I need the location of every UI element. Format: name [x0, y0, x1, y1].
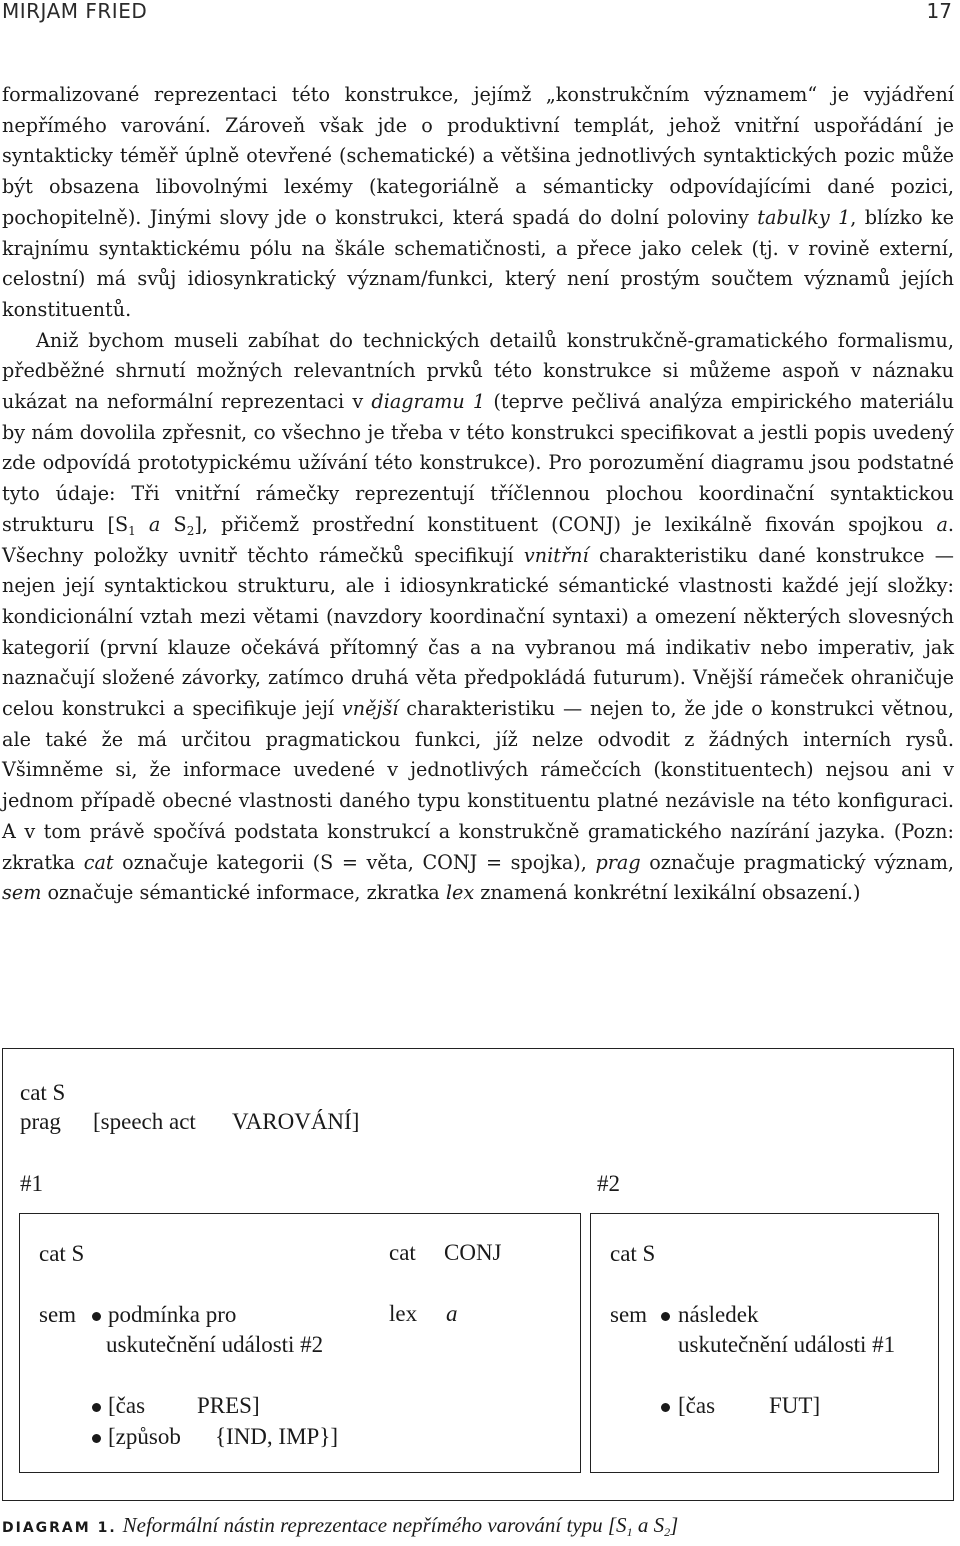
box3-sem-line-1: následek: [678, 1302, 759, 1327]
caption-text-run: Neformální nástin reprezentace nepřímého varování typu [S: [122, 1513, 627, 1537]
outer-prag-value: [speech act: [93, 1109, 196, 1134]
text-run: charakteristiku — nejen to, že jde o konstrukci větnou, ale také že má určitou pragmatickou funkci, jíž nelze odvodit z žádných interních rysů. Všimněme si, že informace uvedené v jednotlivých rámečcích (konstituentech) nejsou ani v jednom případě obecné vlastnosti daného typu konstituentu platné nezávisle na této konfiguraci. A v tom právě spočívá podstata konstrukcí a konstrukčně gramatického nazírání jazyka. (Pozn: zkratka: [2, 697, 954, 874]
diagram-caption: [2, 1513, 954, 1538]
box2-lex-value: a: [446, 1301, 458, 1326]
box3-feature-1-key: [čas: [678, 1393, 716, 1418]
italic-term: a: [148, 512, 161, 536]
text-run: S: [160, 512, 187, 536]
italic-term: vnější: [341, 697, 399, 721]
text-run: , blízko ke krajnímu syntaktickému pólu na škále schematičnosti, a přece jako celek (tj. v rovině externí, celostní) má svůj idiosynkratický význam/funkci, který není prostým součtem významů jejích konstituentů.: [2, 205, 954, 321]
box2-cat-value: CONJ: [444, 1240, 502, 1265]
outer-prag-key: prag: [20, 1109, 61, 1134]
page-header: [0, 0, 960, 24]
box3-sem-key: sem: [610, 1302, 648, 1327]
text-run: formalizované reprezentaci této konstrukce, jejímž „konstrukčním významem“ je vyjádření nepřímého varování. Zároveň však jde o produktivní templát, jehož vnitřní uspořádání je syntakticky téměř úplně otevřené (schematické) a většina jednotlivých syntaktických pozic může být obsazena libovolnými lexémy (kategoriálně a sémanticky odpovídajícími dané pozici, pochopitelně). Jinými slovy jde o konstrukci, která spadá do dolní poloviny: [2, 83, 954, 229]
bullet-icon: [92, 1434, 101, 1443]
box1-feature-2-value: {IND, IMP}]: [215, 1424, 339, 1449]
running-head-author: MIRJAM FRIED: [2, 0, 148, 23]
text-run: charakteristiku dané konstrukce — nejen její syntaktickou strukturu, ale i idiosynkratické sémantické vlastnosti každé její složky: kondicionální vztah mezi větami (navzdory koordinační syntaxi) a omezení některých slovesných kategorií (první klauze očekává přítomný čas a na vybranou má indikativ nebo imperativ, jak naznačují složené závorky, zatímco druhá věta předpokládá futurum). Vnější rámeček ohraničuje celou konstrukci a specifikuje její: [2, 543, 954, 721]
text-run: (teprve pečlivá analýza empirického materiálu by nám dovolila zpřesnit, co všechno je třeba v této konstrukci specifikovat a jestli popis uvedený zde odpovídá prototypickému užívání této konstrukce). Pro porozumění diagramu jsou podstatné tyto údaje: Tři vnitřní rámečky reprezentují tříčlennou plochou koordinační syntaktickou strukturu [S: [2, 390, 954, 536]
diagram-outer-box: [2, 1048, 954, 1501]
box2-cat-key: cat: [389, 1240, 416, 1265]
page-number: 17: [926, 0, 952, 23]
box1-feature-1-key: [čas: [108, 1393, 146, 1418]
outer-index-2: #2: [597, 1171, 620, 1196]
italic-term: lex: [445, 881, 475, 905]
box1-sem-line-2: uskutečnění události #2: [106, 1332, 324, 1357]
italic-term: vnitřní: [523, 543, 589, 567]
text-run: ], přičemž prostřední konstituent (CONJ) je lexikálně fixován spojkou: [194, 512, 937, 536]
text-run: . Všechny položky uvnitř těchto rámečků specifikují: [2, 512, 955, 567]
paragraph-2: [2, 326, 954, 909]
caption-text: [123, 1513, 679, 1537]
italic-term: prag: [595, 850, 641, 874]
bullet-icon: [92, 1312, 101, 1321]
outer-prag-value-2: VAROVÁNÍ]: [232, 1109, 360, 1134]
caption-text-run: a S: [632, 1513, 665, 1537]
box1-feature-1-value: PRES]: [197, 1393, 260, 1418]
caption-label: DIAGRAM 1.: [2, 1520, 117, 1536]
subscript: 2: [186, 523, 195, 538]
bullet-icon: [661, 1403, 670, 1412]
box2-lex-key: lex: [389, 1301, 418, 1326]
text-run: [136, 513, 149, 536]
outer-cat: cat S: [20, 1080, 66, 1105]
box1-cat: cat S: [39, 1241, 85, 1266]
box3-sem-line-2: uskutečnění události #1: [678, 1332, 896, 1357]
text-run: Aniž bychom museli zabíhat do technických detailů konstrukčně-gramatického formalismu, předběžné shrnutí možných relevantních prvků této konstrukce si můžeme aspoň v náznaku ukázat na neformální reprezentaci v: [2, 328, 954, 414]
outer-index-1: #1: [20, 1171, 43, 1196]
italic-ref-table: tabulky 1: [757, 205, 851, 229]
text-run: označuje sémantické informace, zkratka: [41, 881, 446, 905]
italic-term: cat: [83, 850, 114, 874]
box1-sem-line-1: podmínka pro: [108, 1302, 237, 1327]
paragraph-1: [2, 80, 954, 326]
bullet-icon: [661, 1312, 670, 1321]
box3-cat: cat S: [610, 1241, 656, 1266]
text-run: označuje kategorii (S = věta, CONJ = spojka),: [113, 850, 596, 874]
body-text: [2, 80, 954, 909]
italic-term: sem: [2, 881, 42, 905]
constituent-box-3: [590, 1213, 939, 1473]
subscript: 2: [664, 1525, 671, 1539]
bullet-icon: [92, 1403, 101, 1412]
caption-text-run: ]: [670, 1513, 679, 1537]
text-run: znamená konkrétní lexikální obsazení.): [474, 881, 861, 905]
box1-sem-key: sem: [39, 1302, 77, 1327]
italic-ref-diagram: diagramu 1: [371, 390, 486, 414]
box3-feature-1-value: FUT]: [769, 1393, 821, 1418]
box1-feature-2-key: [způsob: [108, 1424, 181, 1449]
subscript: 1: [128, 523, 136, 538]
italic-term: a: [936, 512, 948, 536]
subscript: 1: [626, 1525, 633, 1539]
text-run: označuje pragmatický význam,: [640, 850, 954, 874]
